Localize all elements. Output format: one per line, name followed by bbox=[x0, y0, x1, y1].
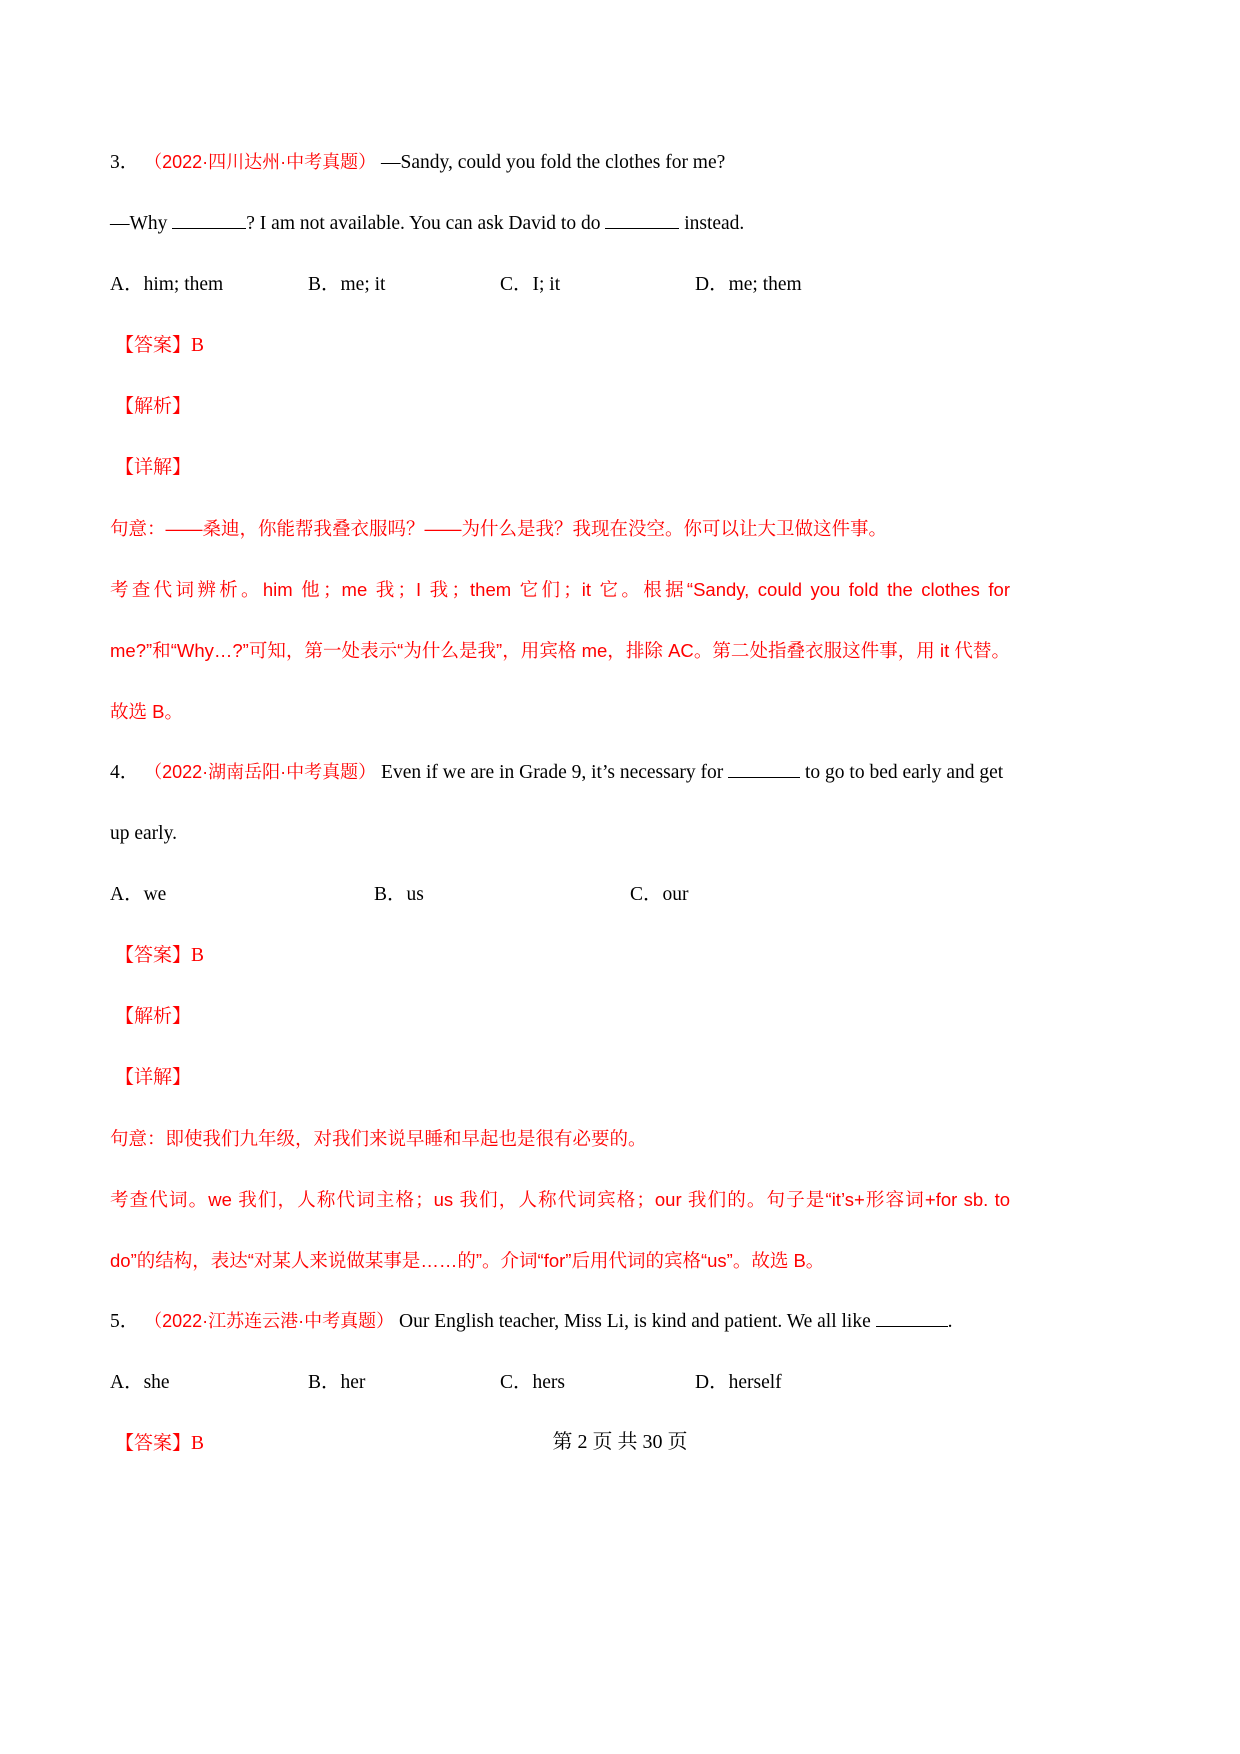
question-4-meaning: 句意：即使我们九年级，对我们来说早睡和早起也是很有必要的。 bbox=[110, 1128, 647, 1149]
option-letter: C bbox=[630, 884, 644, 905]
option-text: ．her bbox=[321, 1372, 366, 1393]
option-text: ．me; them bbox=[709, 274, 802, 295]
question-3-answer-value: B bbox=[191, 335, 205, 356]
option-letter: B bbox=[374, 884, 388, 905]
option-text: ．him; them bbox=[124, 274, 224, 295]
answer-label: 【答案】 bbox=[115, 335, 192, 356]
question-3-source: （2022·四川达州·中考真题） bbox=[144, 152, 377, 172]
option-letter: A bbox=[110, 884, 125, 905]
page-content bbox=[110, 132, 1010, 1474]
question-4-analysis-label: 【解析】 bbox=[115, 1006, 192, 1027]
answer-label: 【答案】 bbox=[115, 1433, 192, 1454]
question-3-blank-2[interactable] bbox=[605, 228, 679, 229]
option-letter: D bbox=[695, 274, 710, 295]
option-letter: A bbox=[110, 274, 125, 295]
question-3-option-d[interactable] bbox=[695, 254, 802, 315]
option-text: ．we bbox=[124, 884, 167, 905]
question-3-stem-line2-a: —Why bbox=[110, 213, 173, 234]
question-4-number: 4． bbox=[110, 762, 140, 783]
question-4-stem-line-2 bbox=[110, 803, 1010, 864]
question-4-source: （2022·湖南岳阳·中考真题） bbox=[144, 762, 377, 782]
question-3-blank-1[interactable] bbox=[172, 228, 246, 229]
question-5-source: （2022·江苏连云港·中考真题） bbox=[144, 1311, 395, 1331]
question-3-stem-line-2 bbox=[110, 193, 1010, 254]
option-letter: A bbox=[110, 1372, 125, 1393]
question-3-stem-line2-c: instead. bbox=[679, 213, 745, 234]
option-text: ．us bbox=[387, 884, 424, 905]
question-4-stem-line1-a: Even if we are in Grade 9, it’s necessary for bbox=[381, 762, 729, 783]
question-5-option-c[interactable] bbox=[500, 1352, 565, 1413]
question-3-option-b[interactable] bbox=[308, 254, 385, 315]
option-text: ．hers bbox=[513, 1372, 566, 1393]
option-text: ．our bbox=[643, 884, 689, 905]
question-3-number: 3． bbox=[110, 152, 140, 173]
question-3-meaning: 句意：——桑迪，你能帮我叠衣服吗？——为什么是我？我现在没空。你可以让大卫做这件事。 bbox=[110, 518, 888, 539]
question-5-stem-line1-a: Our English teacher, Miss Li, is kind and patient. We all like bbox=[399, 1311, 876, 1332]
option-letter: B bbox=[308, 1372, 322, 1393]
option-text: ．herself bbox=[709, 1372, 782, 1393]
question-5-number: 5． bbox=[110, 1311, 140, 1332]
question-5-answer-value: B bbox=[191, 1433, 205, 1454]
question-3-detail-label: 【详解】 bbox=[115, 457, 192, 478]
question-4-stem-line2: up early. bbox=[110, 823, 177, 844]
question-3-option-c[interactable] bbox=[500, 254, 560, 315]
question-5-stem-line1-b: . bbox=[947, 1311, 953, 1332]
question-4-option-c[interactable] bbox=[630, 864, 689, 925]
question-3-stem-line-1 bbox=[110, 132, 1010, 193]
option-text: ．me; it bbox=[321, 274, 386, 295]
option-letter: C bbox=[500, 274, 514, 295]
question-5-stem-line-1 bbox=[110, 1291, 1010, 1352]
question-3-stem-text: —Sandy, could you fold the clothes for me? bbox=[381, 152, 726, 173]
question-4-stem-line1-b: to go to bed early and get bbox=[800, 762, 1004, 783]
question-5-option-d[interactable] bbox=[695, 1352, 782, 1413]
page-footer: 第 2 页 共 30 页 bbox=[552, 1431, 688, 1453]
answer-label: 【答案】 bbox=[115, 945, 192, 966]
question-4-explanation: 考查代词。we 我们，人称代词主格；us 我们，人称代词宾格；our 我们的。句子是“it’s+形容词+for sb. to do”的结构，表达“对某人来说做某事是……的”。介词“for”后用代词的宾格“us”。故选 B。 bbox=[110, 1189, 1010, 1271]
question-4-answer-value: B bbox=[191, 945, 205, 966]
question-3-analysis-label: 【解析】 bbox=[115, 396, 192, 417]
question-3-stem-line2-b: ? I am not available. You can ask David to do bbox=[246, 213, 606, 234]
option-letter: D bbox=[695, 1372, 710, 1393]
question-3-answer-line bbox=[110, 315, 1010, 376]
question-3-explanation: 考查代词辨析。him 他；me 我；I 我；them 它们；it 它。根据“Sandy, could you fold the clothes for me?”和“Why…?”可知，第一处表示“为什么是我”，用宾格 me，排除 AC。第二处指叠衣服这件事，用 it 代替。故选 B。 bbox=[110, 579, 1010, 722]
option-text: ．I; it bbox=[513, 274, 561, 295]
question-5-options bbox=[110, 1352, 1010, 1413]
option-letter: B bbox=[308, 274, 322, 295]
question-4-blank-1[interactable] bbox=[728, 777, 800, 778]
question-3-option-a[interactable] bbox=[110, 254, 223, 315]
question-5-blank-1[interactable] bbox=[876, 1326, 948, 1327]
question-4-stem-line-1 bbox=[110, 742, 1010, 803]
option-text: ．she bbox=[124, 1372, 170, 1393]
question-4-answer-line bbox=[110, 925, 1010, 986]
question-5-option-b[interactable] bbox=[308, 1352, 365, 1413]
question-4-detail-label: 【详解】 bbox=[115, 1067, 192, 1088]
option-letter: C bbox=[500, 1372, 514, 1393]
question-4-option-a[interactable] bbox=[110, 864, 166, 925]
question-4-option-b[interactable] bbox=[374, 864, 424, 925]
question-3-options bbox=[110, 254, 1010, 315]
question-5-option-a[interactable] bbox=[110, 1352, 170, 1413]
question-4-options bbox=[110, 864, 1010, 925]
